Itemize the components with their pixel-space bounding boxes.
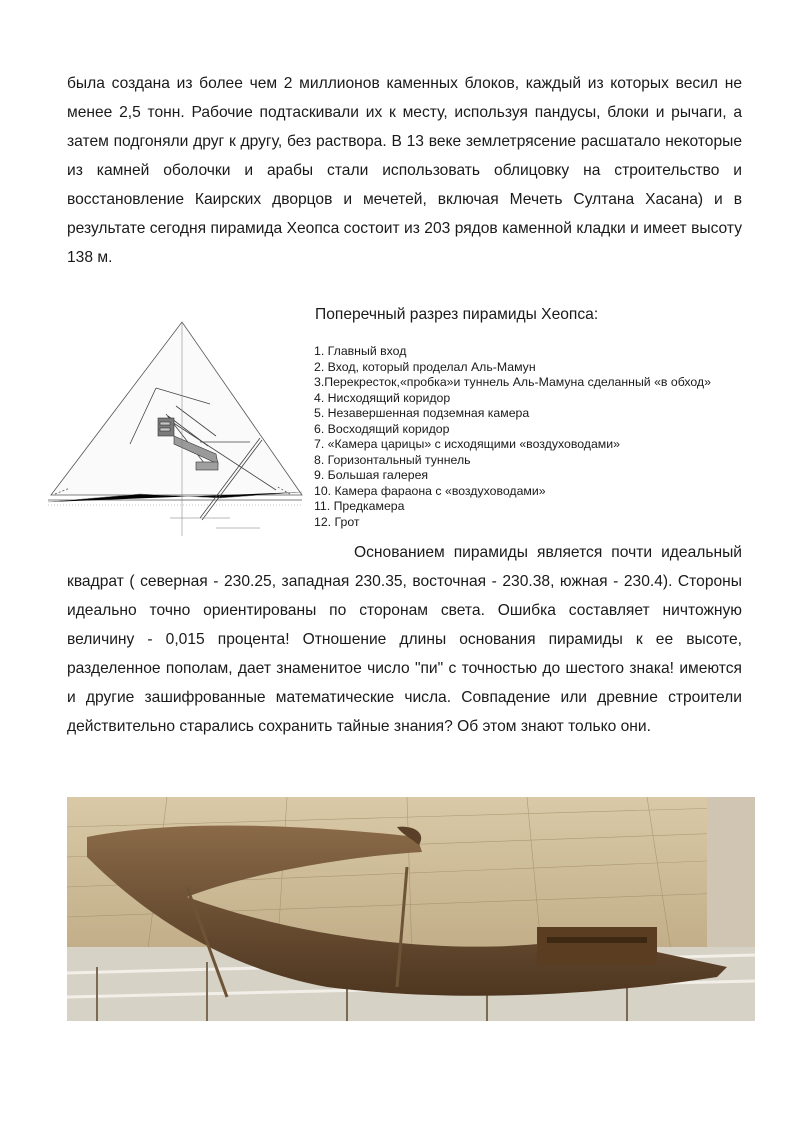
diagram-legend-list [314, 344, 711, 530]
legend-item: 4. Нисходящий коридор [314, 390, 451, 405]
legend-item: 7. «Камера царицы» с исходящими «воздуховодами» [314, 437, 620, 451]
legend-item: 9. Большая галерея [314, 468, 429, 482]
pyramid-outline [48, 322, 302, 500]
legend-item: 5. Незавершенная подземная камера [314, 406, 530, 420]
legend-item: 10. Камера фараона с «воздуховодами» [314, 483, 546, 498]
legend-item: 2. Вход, который проделал Аль-Мамун [314, 359, 536, 374]
body-paragraph-1: была создана из более чем 2 миллионов каменных блоков, каждый из которых весил не менее 2,5 тонн. Рабочие подтаскивали их к месту, используя пандусы, блоки и рычаги, а затем подгоняли друг к другу, без раствора. В 13 веке землетрясение расшатало некоторые из камней оболочки и арабы стали использовать облицовку на строительство и восстановление Каирских дворцов и мечетей, включая Мечеть Султана Хасана) и в результате сегодня пирамида Хеопса состоит из 203 рядов каменной кладки и имеет высоту 138 м. [67, 75, 742, 266]
diagram-legend-title: Поперечный разрез пирамиды Хеопса: [315, 306, 599, 323]
legend-item: 8. Горизонтальный туннель [314, 452, 471, 467]
body-paragraph-2: Основанием пирамиды является почти идеальный квадрат ( северная - 230.25, западная 230.35, восточная - 230.38, южная - 230.4). Стороны идеально точно ориентированы по сторонам света. Ошибка составляет ничтожную величину - 0,015 процента! Отношение длины основания пирамиды к ее высоте, разделенное пополам, дает знаменитое число "пи" с точностью до шестого знака! имеются и другие зашифрованные математические числа. Совпадение или древние строители действительно старались сохранить тайные знания? Об этом знают только они. [67, 544, 742, 735]
pyramid-cross-section-diagram [40, 318, 312, 540]
legend-item: 1. Главный вход [314, 344, 407, 358]
solar-boat-photo [67, 797, 755, 1021]
legend-item: 3.Перекресток,«пробка»и туннель Аль-Мамуна сделанный «в обход» [314, 375, 711, 389]
legend-item: 11. Предкамера [314, 499, 405, 513]
legend-item: 12. Грот [314, 514, 360, 529]
legend-item: 6. Восходящий коридор [314, 421, 450, 436]
